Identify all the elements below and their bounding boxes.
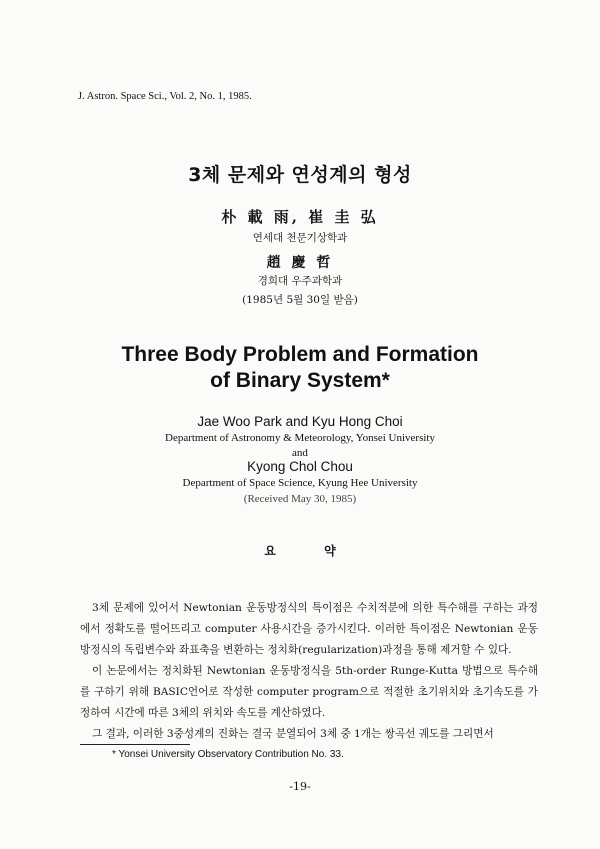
affiliation-english-2: Department of Space Science, Kyung Hee University (182, 477, 418, 489)
and-separator: and (292, 447, 308, 459)
authors-hanja: 朴 載 雨, 崔 圭 弘 (221, 208, 379, 226)
affiliation-korean-2: 경희대 우주과학과 (257, 275, 343, 287)
authors-english: Jae Woo Park and Kyu Hong Choi (197, 414, 403, 429)
affiliation-korean-1: 연세대 천문기상학과 (252, 232, 348, 244)
abstract-heading: 요 약 (264, 544, 358, 558)
abstract-paragraph-2: 이 논문에서는 정치화된 Newtonian 운동방정식을 5th-order Runge-Kutta 방법으로 특수해를 구하기 위해 BASIC언어로 작성한 computer program으로 적절한 초기위치와 초기속도를 가정하여 시간에 따른 3체의 위치와 속도를 계산하였다. (80, 665, 538, 719)
page-number: -19- (289, 780, 311, 793)
footnote-divider (80, 744, 190, 745)
affiliation-english-1: Department of Astronomy & Meteorology, Yonsei University (165, 432, 435, 444)
journal-reference: J. Astron. Space Sci., Vol. 2, No. 1, 1985. (78, 91, 252, 102)
author-hanja-2: 趙 慶 哲 (266, 255, 334, 271)
abstract-paragraph-3: 그 결과, 이러한 3중성계의 진화는 결국 분열되어 3체 중 1개는 쌍곡선 궤도를 그리면서 (92, 728, 494, 740)
title-english-line-1: Three Body Problem and Formation (121, 343, 479, 366)
abstract-paragraph-1: 3체 문제에 있어서 Newtonian 운동방정식의 특이점은 수치적분에 의한 특수해를 구하는 과정에서 정확도를 떨어뜨리고 computer 사용시간을 증가시킨다. 이러한 특이점은 Newtonian 운동방정식의 독립변수와 좌표축을 변환하는 정치화(regularization)과정을 통해 제거할 수 있다. (80, 602, 538, 656)
abstract-body (80, 598, 538, 745)
title-english (0, 342, 600, 394)
title-english-line-2: of Binary System* (210, 369, 390, 392)
author-english-2: Kyong Chol Chou (247, 459, 353, 474)
received-date-english: (Received May 30, 1985) (243, 493, 357, 505)
title-korean: 3체 문제와 연성계의 형성 (188, 164, 412, 186)
footnote: * Yonsei University Observatory Contribution No. 33. (112, 749, 344, 760)
received-date-korean: (1985년 5월 30일 받음) (242, 294, 358, 306)
